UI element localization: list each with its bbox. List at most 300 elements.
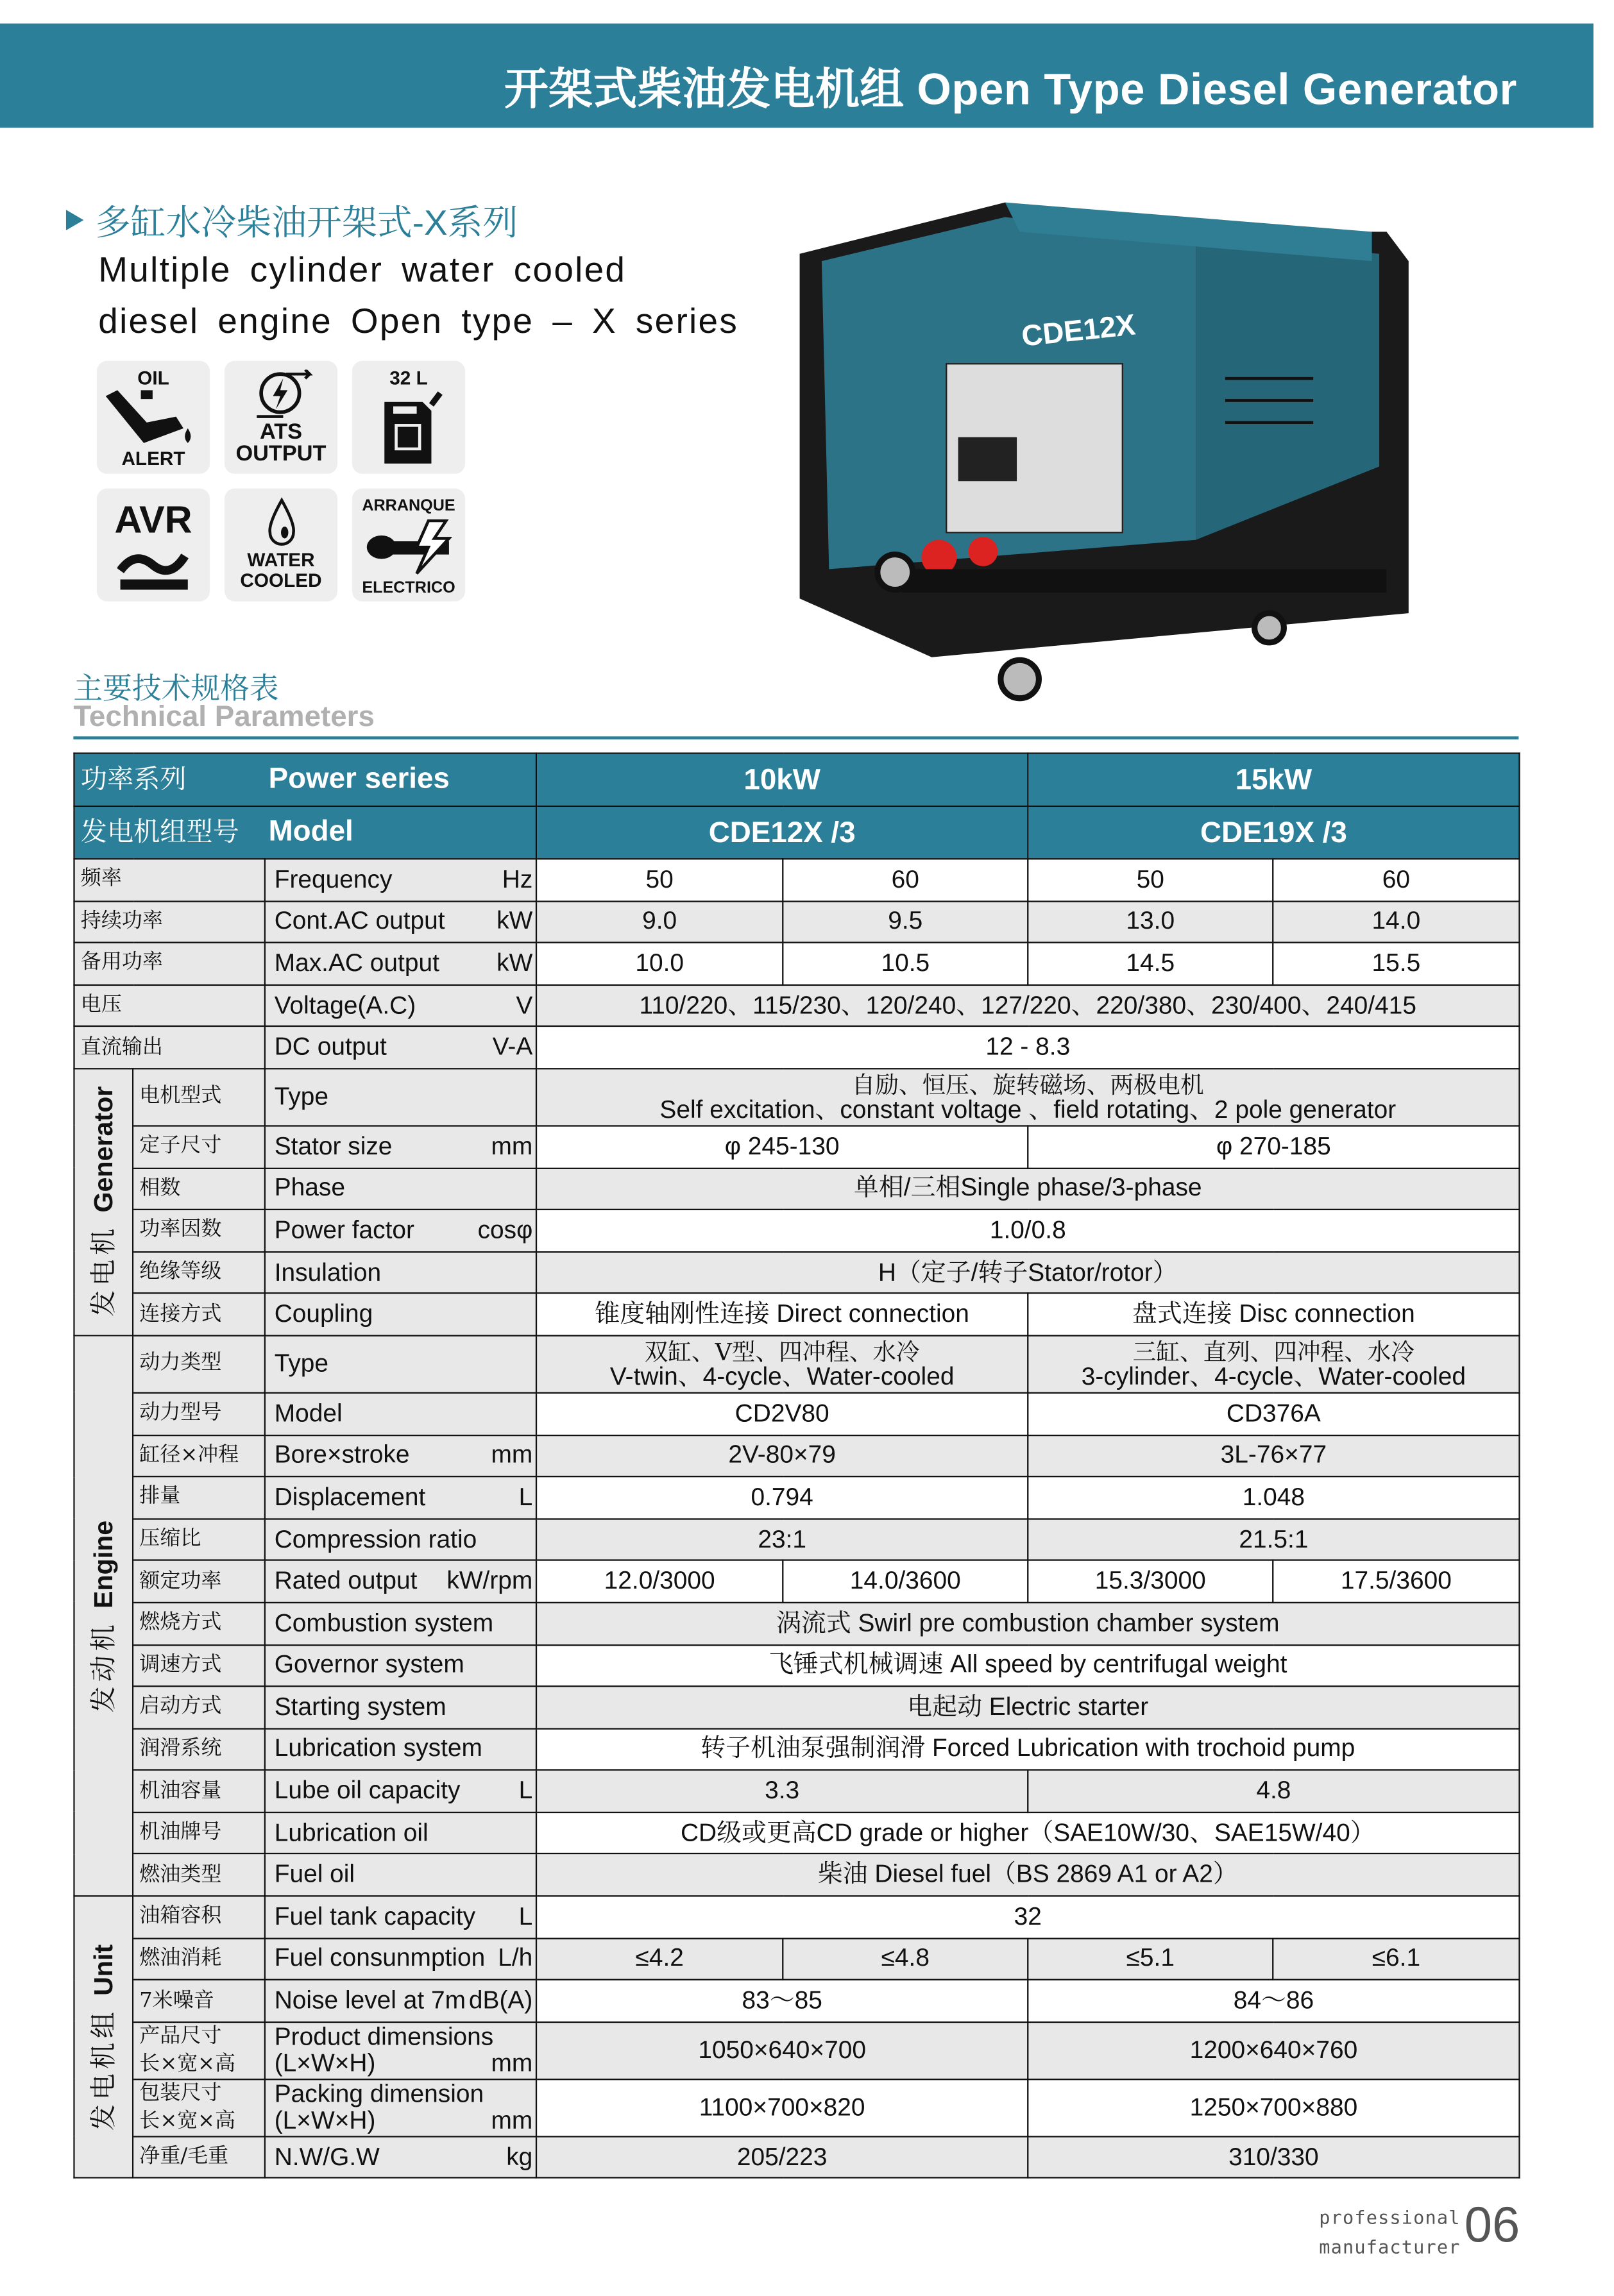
- table-row: [74, 1126, 1520, 1167]
- param-label-en-text: Product dimensions: [274, 2022, 494, 2051]
- param-label-cn-text: 机油牌号: [139, 1820, 222, 1844]
- param-label-cn-text: 额定功率: [139, 1569, 222, 1593]
- param-label-wrap: [266, 1301, 536, 1328]
- header-label-cn: 功率系列: [80, 764, 187, 795]
- param-label-en-text: Coupling: [274, 1299, 373, 1328]
- param-label-en: [265, 2136, 536, 2178]
- table-row: [74, 1854, 1520, 1896]
- param-label-en: [265, 1980, 536, 2022]
- param-value: 9.0: [536, 901, 783, 943]
- param-label-wrap: [266, 1134, 536, 1160]
- param-label-en-text: N.W/G.W: [274, 2142, 380, 2171]
- water-cooled-feature: [225, 489, 337, 602]
- param-label-en-text: Compression ratio: [274, 1524, 477, 1553]
- section-title-cn: 主要技术规格表: [73, 673, 279, 706]
- param-value: 60: [783, 859, 1028, 900]
- param-value: 310/330: [1028, 2136, 1519, 2178]
- param-value: 12.0/3000: [536, 1560, 783, 1602]
- group-label-cn: 发电机: [88, 1224, 119, 1317]
- param-label-cn: [133, 1603, 265, 1644]
- param-label-cn-text: 油箱容积: [139, 1904, 222, 1929]
- param-label-cn: [133, 2022, 265, 2079]
- param-label-en: [265, 1068, 536, 1126]
- param-value: 14.0: [1273, 901, 1519, 943]
- param-value: 15.5: [1273, 943, 1519, 984]
- param-label-cn-text: 长×宽×高: [139, 2109, 236, 2133]
- param-label-en: [265, 1294, 536, 1335]
- table-row: [74, 2079, 1520, 2136]
- param-label-en: [265, 1252, 536, 1294]
- generator-product-image: [785, 173, 1423, 709]
- param-value: ≤6.1: [1273, 1938, 1519, 1980]
- param-label-wrap: [266, 1820, 536, 1846]
- param-label-cn-text: 缸径×冲程: [139, 1443, 239, 1467]
- param-value-en: Self excitation、constant voltage 、field rotating、2 pole generator: [659, 1095, 1397, 1124]
- group-label-generator: [74, 1068, 133, 1335]
- param-label-cn-text: 备用功率: [80, 951, 163, 975]
- ats-bolt-icon: [254, 369, 312, 422]
- param-value: [536, 1068, 1519, 1126]
- param-label-cn-text: 产品尺寸: [139, 2024, 222, 2048]
- param-label-cn: [133, 1854, 265, 1896]
- param-value: φ 245-130: [536, 1126, 1028, 1167]
- param-label-en-text: Fuel tank capacity: [274, 1902, 476, 1930]
- param-label-wrap: [266, 1401, 536, 1427]
- param-value: 17.5/3600: [1273, 1560, 1519, 1602]
- footer-line-1: professional: [1319, 2206, 1461, 2229]
- group-label-text: [90, 1520, 117, 1712]
- param-value: CD级或更高CD grade or higher（SAE10W/30、SAE15W/40）: [536, 1812, 1519, 1854]
- param-unit: Hz: [502, 865, 533, 893]
- table-row: [74, 2022, 1520, 2079]
- param-value-cn: 自励、恒压、旋转磁场、两极电机: [851, 1070, 1204, 1099]
- table-row: [74, 859, 1520, 900]
- param-label-en-text: Type: [274, 1349, 329, 1378]
- param-label-cn: [133, 1126, 265, 1167]
- table-row: [74, 1603, 1520, 1644]
- param-label-cn-text: 压缩比: [139, 1527, 201, 1551]
- fuel-tank-feature: [352, 361, 465, 474]
- param-label-cn: [133, 1686, 265, 1728]
- param-label-cn-text: 动力型号: [139, 1401, 222, 1425]
- table-row: [74, 1393, 1520, 1435]
- param-value: 23:1: [536, 1519, 1028, 1560]
- avr-wave-icon: [117, 544, 191, 591]
- param-label-cn-text: 连接方式: [139, 1302, 222, 1326]
- param-value: 柴油 Diesel fuel（BS 2869 A1 or A2）: [536, 1854, 1519, 1896]
- param-value: 0.794: [536, 1476, 1028, 1518]
- param-label-cn-text: 启动方式: [139, 1694, 222, 1719]
- table-row: [74, 1168, 1520, 1210]
- param-value-cn: 双缸、V型、四冲程、水冷: [644, 1337, 920, 1366]
- param-label-wrap: [266, 1485, 536, 1511]
- param-label-cn-text: 燃烧方式: [139, 1610, 222, 1635]
- param-value: 50: [536, 859, 783, 900]
- footer-line-2: manufacturer: [1319, 2235, 1461, 2258]
- param-label-cn: [133, 1560, 265, 1602]
- triangle-bullet-icon: [66, 209, 83, 230]
- param-label-wrap: [266, 1217, 536, 1244]
- param-label-en-text: Rated output: [274, 1567, 418, 1595]
- header-label: [74, 754, 537, 806]
- product-model-label: CDE12X: [1019, 308, 1137, 353]
- param-label-en: [265, 1519, 536, 1560]
- param-label-en: [265, 859, 536, 900]
- param-unit: kW/rpm: [446, 1567, 533, 1595]
- feature-label: OUTPUT: [235, 441, 327, 467]
- feature-label: WATER: [247, 548, 315, 571]
- param-label-cn: [74, 859, 265, 900]
- param-label-cn-text: 净重/毛重: [139, 2145, 229, 2168]
- param-label-en-text: Power factor: [274, 1216, 415, 1244]
- param-label-en: [265, 2022, 536, 2079]
- header-bar: [0, 24, 1593, 128]
- param-label-wrap: [266, 1084, 536, 1110]
- param-label-en-text: Frequency: [274, 865, 393, 893]
- param-label-wrap: [266, 1904, 536, 1930]
- param-label-en: [265, 901, 536, 943]
- series-title-en-1: Multiple cylinder water cooled: [98, 251, 627, 291]
- water-drop-icon: [266, 497, 298, 547]
- param-label-cn: [133, 1252, 265, 1294]
- param-value: 10.5: [783, 943, 1028, 984]
- param-label-wrap: [266, 1442, 536, 1469]
- param-label-en: [265, 1126, 536, 1167]
- param-label-cn-text: 燃油类型: [139, 1862, 222, 1886]
- table-row: [74, 1644, 1520, 1686]
- param-label-cn-text: 燃油消耗: [139, 1946, 222, 1970]
- param-label-en-text: Cont.AC output: [274, 907, 445, 935]
- param-value: ≤4.2: [536, 1938, 783, 1980]
- param-label-en: [265, 1686, 536, 1728]
- param-label-cn-text: 持续功率: [80, 909, 163, 933]
- param-value: 1250×700×880: [1028, 2079, 1519, 2136]
- feature-icons: [97, 361, 465, 602]
- param-label-cn: [74, 1027, 265, 1068]
- param-label-en-text: Lubrication oil: [274, 1818, 429, 1846]
- param-value: 4.8: [1028, 1770, 1519, 1812]
- electric-start-feature: [352, 489, 465, 602]
- table-header-row: [74, 806, 1520, 859]
- param-label-cn-text: 包装尺寸: [139, 2081, 222, 2105]
- param-label-cn: [133, 1770, 265, 1812]
- oil-alert-feature: [97, 361, 210, 474]
- feature-label: ARRANQUE: [362, 497, 455, 515]
- technical-parameters-table: [73, 752, 1520, 2179]
- param-label-en: [265, 1644, 536, 1686]
- param-label-en-text: Fuel oil: [274, 1860, 355, 1889]
- param-label-wrap: [266, 2081, 536, 2134]
- param-label-en: [265, 1393, 536, 1435]
- param-label-cn: [133, 1393, 265, 1435]
- param-label-wrap: [266, 1034, 536, 1061]
- param-value: 84～86: [1028, 1980, 1519, 2022]
- param-label-cn: [74, 901, 265, 943]
- feature-label: ALERT: [121, 447, 185, 469]
- param-value: 2V-80×79: [536, 1435, 1028, 1476]
- feature-label: ATS: [259, 419, 303, 445]
- param-label-en-text: Noise level at 7m: [274, 1986, 466, 2014]
- header-value: 10kW: [536, 754, 1028, 806]
- param-label-wrap: [266, 1610, 536, 1637]
- header-value: CDE19X /3: [1028, 806, 1519, 859]
- param-label-cn-text: 直流输出: [80, 1035, 163, 1059]
- feature-label: AVR: [114, 497, 192, 542]
- param-value: CD376A: [1028, 1393, 1519, 1435]
- group-label-cn: 发动机: [88, 1619, 119, 1712]
- param-value: 60: [1273, 859, 1519, 900]
- param-label-wrap: [266, 2144, 536, 2170]
- group-label-en: Generator: [88, 1086, 117, 1213]
- table-row: [74, 901, 1520, 943]
- param-label-en-text: Phase: [274, 1174, 345, 1203]
- param-label-cn-text: 调速方式: [139, 1653, 222, 1676]
- param-unit: mm: [491, 1440, 533, 1469]
- param-unit: L/h: [498, 1944, 533, 1973]
- param-value-en: V-twin、4-cycle、Water-cooled: [609, 1362, 955, 1391]
- param-value: 涡流式 Swirl pre combustion chamber system: [536, 1603, 1519, 1644]
- param-value: 205/223: [536, 2136, 1028, 2178]
- param-label-en: [265, 1728, 536, 1770]
- param-label-wrap: [266, 1946, 536, 1972]
- feature-label: COOLED: [240, 569, 322, 591]
- param-label-en: [265, 1335, 536, 1392]
- param-label-en: [265, 1770, 536, 1812]
- param-value: [1028, 1335, 1519, 1392]
- param-value: φ 270-185: [1028, 1126, 1519, 1167]
- param-value: 1050×640×700: [536, 2022, 1028, 2079]
- group-label-text: [90, 1944, 117, 2130]
- param-label-cn-text: 机油容量: [139, 1778, 222, 1803]
- param-label-wrap: [266, 1862, 536, 1888]
- param-label-cn: [133, 1168, 265, 1210]
- section-title-en: Technical Parameters: [73, 701, 375, 734]
- param-label-en: [265, 1854, 536, 1896]
- table-row: [74, 1294, 1520, 1335]
- param-value: 转子机油泵强制润滑 Forced Lubrication with trochoid pump: [536, 1728, 1519, 1770]
- param-unit: kW: [497, 949, 533, 977]
- param-unit: V: [516, 991, 533, 1019]
- table-row: [74, 1027, 1520, 1068]
- param-label-wrap: [266, 950, 536, 977]
- header-label-cn: 发电机组型号: [80, 817, 239, 848]
- param-label-cn-text: 长×宽×高: [139, 2052, 236, 2076]
- group-label-unit: [74, 1896, 133, 2178]
- param-label-en: [265, 1210, 536, 1251]
- param-value: 14.5: [1028, 943, 1273, 984]
- param-value: 3.3: [536, 1770, 1028, 1812]
- param-label-cn: [133, 1068, 265, 1126]
- param-label-en-text: (L×W×H): [274, 2049, 376, 2077]
- param-label-en-text: Stator size: [274, 1132, 393, 1160]
- param-label-en-text: Governor system: [274, 1650, 464, 1679]
- param-unit: mm: [491, 1132, 533, 1160]
- param-label-wrap: [266, 1526, 536, 1553]
- param-unit: L: [518, 1483, 533, 1511]
- param-label-cn-text: 电机型式: [139, 1085, 222, 1108]
- param-label-en-text: (L×W×H): [274, 2106, 376, 2134]
- param-label-cn: [133, 2079, 265, 2136]
- table-row: [74, 1476, 1520, 1518]
- param-label-en: [265, 1560, 536, 1602]
- param-label-cn: [133, 1938, 265, 1980]
- param-label-en-text: Type: [274, 1082, 329, 1111]
- group-label-en: Unit: [88, 1944, 117, 1996]
- param-label-en-text: Lubrication system: [274, 1734, 482, 1763]
- param-label-cn: [133, 2136, 265, 2178]
- param-label-cn: [133, 1335, 265, 1392]
- param-value: 32: [536, 1896, 1519, 1937]
- param-value: [536, 1335, 1028, 1392]
- param-label-cn-text: 润滑系统: [139, 1737, 222, 1760]
- param-label-en: [265, 1435, 536, 1476]
- param-label-en-text: Lube oil capacity: [274, 1777, 461, 1805]
- table-row: [74, 984, 1520, 1026]
- table-row: [74, 1980, 1520, 2022]
- param-unit: kW: [497, 907, 533, 935]
- table-row: [74, 2136, 1520, 2178]
- param-unit: V-A: [492, 1033, 533, 1061]
- param-label-wrap: [266, 1652, 536, 1678]
- param-label-en: [265, 943, 536, 984]
- table-row: [74, 1210, 1520, 1251]
- param-label-cn-text: 定子尺寸: [139, 1134, 222, 1158]
- param-unit: mm: [491, 2106, 533, 2134]
- param-label-en-text: Model: [274, 1399, 343, 1427]
- param-label-cn: [133, 1980, 265, 2022]
- table-row: [74, 1335, 1520, 1392]
- param-label-en: [265, 1938, 536, 1980]
- feature-label: ELECTRICO: [362, 579, 455, 597]
- param-label-en-text: Insulation: [274, 1258, 382, 1286]
- param-value: CD2V80: [536, 1393, 1028, 1435]
- param-value: H（定子/转子Stator/rotor）: [536, 1252, 1519, 1294]
- param-value: ≤4.8: [783, 1938, 1028, 1980]
- param-value: 13.0: [1028, 901, 1273, 943]
- table-row: [74, 1519, 1520, 1560]
- table-row: [74, 1728, 1520, 1770]
- header-label-en: Power series: [268, 763, 450, 795]
- param-label-line2: [275, 2107, 533, 2134]
- param-label-en-text: Displacement: [274, 1483, 426, 1511]
- param-unit: dB(A): [468, 1986, 533, 2014]
- param-unit: L: [518, 1777, 533, 1805]
- series-intro: [66, 194, 738, 348]
- param-label-wrap: [266, 1351, 536, 1377]
- param-value: 1100×700×820: [536, 2079, 1028, 2136]
- param-value: 1200×640×760: [1028, 2022, 1519, 2079]
- param-label-wrap: [266, 1778, 536, 1804]
- ats-output-feature: [225, 361, 337, 474]
- param-label-cn: [133, 1644, 265, 1686]
- page-number: 06: [1464, 2197, 1520, 2254]
- param-value: 83～85: [536, 1980, 1028, 2022]
- table-row: [74, 1435, 1520, 1476]
- param-label-en-text: Voltage(A.C): [274, 991, 416, 1019]
- param-label-cn-text: 排量: [139, 1485, 181, 1509]
- param-label-en-text: Bore×stroke: [274, 1440, 410, 1469]
- param-label-en: [265, 984, 536, 1026]
- param-value: 50: [1028, 859, 1273, 900]
- param-label-cn: [133, 1435, 265, 1476]
- param-value: 15.3/3000: [1028, 1560, 1273, 1602]
- feature-label: 32 L: [389, 366, 428, 389]
- param-label-en: [265, 1476, 536, 1518]
- table-row: [74, 943, 1520, 984]
- param-label-wrap: [266, 1260, 536, 1286]
- param-label-wrap: [266, 1694, 536, 1721]
- param-label-cn: [74, 984, 265, 1026]
- table-row: [74, 1938, 1520, 1980]
- table-row: [74, 1068, 1520, 1126]
- fuel-jerrycan-icon: [378, 390, 446, 466]
- series-title-en-2: diesel engine Open type – X series: [98, 302, 739, 342]
- param-label-cn: [133, 1812, 265, 1854]
- param-value: 21.5:1: [1028, 1519, 1519, 1560]
- param-value: 飞锤式机械调速 All speed by centrifugal weight: [536, 1644, 1519, 1686]
- param-label-cn: [133, 1210, 265, 1251]
- feature-label: OIL: [137, 366, 169, 389]
- param-value: 3L-76×77: [1028, 1435, 1519, 1476]
- param-label-cn-text: 电压: [80, 993, 122, 1017]
- header-value: CDE12X /3: [536, 806, 1028, 859]
- oil-can-icon: [103, 387, 205, 449]
- param-label-en-text: Starting system: [274, 1692, 446, 1721]
- param-label-en: [265, 1896, 536, 1937]
- param-label-cn: [133, 1519, 265, 1560]
- table-row: [74, 1560, 1520, 1602]
- group-label-en: Engine: [88, 1519, 117, 1608]
- param-unit: kg: [506, 2142, 533, 2171]
- param-label-en-text: Combustion system: [274, 1608, 494, 1637]
- group-label-cn: 发电机组: [88, 2007, 119, 2131]
- section-divider: [73, 736, 1518, 739]
- param-label-cn-text: 7米噪音: [139, 1988, 214, 2013]
- footer-tagline: [1319, 2204, 1460, 2262]
- param-label-en-text: DC output: [274, 1033, 387, 1061]
- param-value: 锥度轴刚性连接 Direct connection: [536, 1294, 1028, 1335]
- table-row: [74, 1812, 1520, 1854]
- param-label-wrap: [266, 866, 536, 893]
- param-value: 12 - 8.3: [536, 1027, 1519, 1068]
- param-label-wrap: [266, 2024, 536, 2077]
- param-label-en-text: Max.AC output: [274, 949, 439, 977]
- param-label-en: [265, 1603, 536, 1644]
- param-label-wrap: [266, 909, 536, 935]
- param-label-cn-text: 频率: [80, 867, 122, 891]
- param-value: 14.0/3600: [783, 1560, 1028, 1602]
- param-value: 盘式连接 Disc connection: [1028, 1294, 1519, 1335]
- param-value-en: 3-cylinder、4-cycle、Water-cooled: [1081, 1362, 1466, 1391]
- param-label-wrap: [266, 1988, 536, 2014]
- header-label-en: Model: [268, 815, 353, 848]
- param-label-en-text: Packing dimension: [274, 2080, 484, 2108]
- param-label-en: [265, 2079, 536, 2136]
- param-value-cn: 三缸、直列、四冲程、水冷: [1132, 1337, 1414, 1366]
- param-label-cn: [133, 1728, 265, 1770]
- avr-feature: [97, 489, 210, 602]
- param-label-wrap: [266, 993, 536, 1019]
- table-row: [74, 1686, 1520, 1728]
- param-value: 单相/三相Single phase/3-phase: [536, 1168, 1519, 1210]
- table-row: [74, 1770, 1520, 1812]
- param-label-cn: [74, 943, 265, 984]
- param-label-en-text: Fuel consunmption: [274, 1944, 486, 1973]
- param-value: 1.0/0.8: [536, 1210, 1519, 1251]
- param-label-wrap: [266, 1568, 536, 1594]
- table-header-row: [74, 754, 1520, 806]
- param-label-en: [265, 1168, 536, 1210]
